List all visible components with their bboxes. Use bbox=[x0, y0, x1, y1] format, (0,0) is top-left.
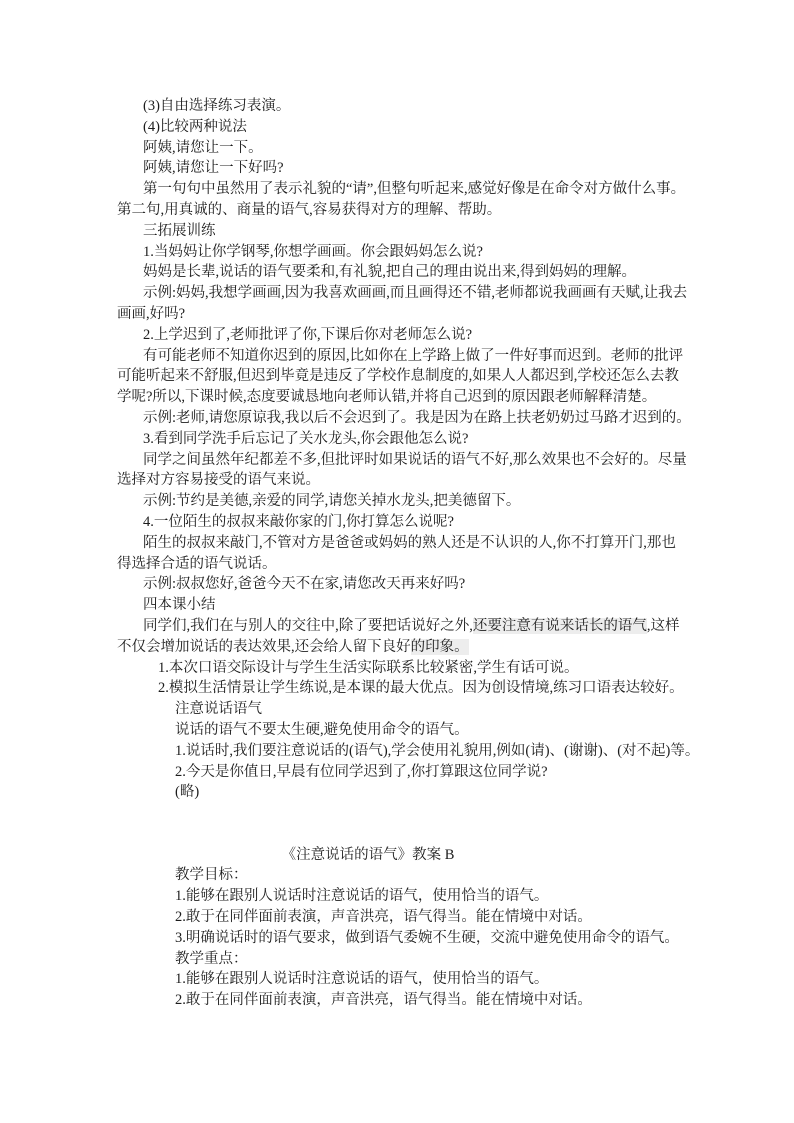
blank-line bbox=[117, 824, 717, 845]
text-line: 妈妈是长辈,说话的语气要柔和,有礼貌,把自己的理由说出来,得到妈妈的理解。 bbox=[143, 264, 636, 281]
text-line: 1.能够在跟别人说话时注意说话的语气，使用恰当的语气。 bbox=[175, 971, 549, 988]
text-line: 得选择合适的语气说话。 bbox=[117, 555, 277, 572]
text-line: (4)比较两种说法 bbox=[143, 118, 247, 135]
text-line: 选择对方容易接受的语气来说。 bbox=[117, 472, 320, 489]
blank-line bbox=[117, 803, 717, 824]
text-line: 3.明确说话时的语气要求，做到语气委婉不生硬，交流中避免使用命令的语气。 bbox=[175, 929, 679, 946]
text-block bbox=[117, 96, 717, 1011]
text-segment: 不仅会增加说话的表达效果,还会给人留下良好 bbox=[117, 638, 411, 655]
text-line: 学呢?所以,下课时候,态度要诚恳地向老师认错,并将自己迟到的原因跟老师解释清楚。 bbox=[117, 389, 657, 406]
text-line: 阿姨,请您让一下。 bbox=[143, 139, 263, 156]
text-line: 示例:节约是美德,亲爱的同学,请您关掉水龙头,把美德留下。 bbox=[143, 493, 521, 510]
text-line: 画画,好吗? bbox=[117, 305, 186, 322]
text-line: 有可能老师不知道你迟到的原因,比如你在上学路上做了一件好事而迟到。老师的批评 bbox=[143, 347, 684, 364]
text-line: 2.敢于在同伴面前表演，声音洪亮，语气得当。能在情境中对话。 bbox=[175, 909, 592, 926]
section-title: 《注意说话的语气》教案 B bbox=[281, 846, 455, 863]
text-line: 1.说话时,我们要注意说话的(语气),学会使用礼貌用,例如(请)、(谢谢)、(对不起)等。 bbox=[175, 742, 700, 759]
text-line: 2.上学迟到了,老师批评了你,下课后你对老师怎么说? bbox=[143, 326, 473, 343]
text-line bbox=[117, 616, 717, 637]
highlighted-text: 还要注意有说来话长的语气 bbox=[472, 617, 647, 634]
text-line: 2.敢于在同伴面前表演，声音洪亮，语气得当。能在情境中对话。 bbox=[175, 992, 592, 1009]
text-line: 2.今天是你值日,早晨有位同学迟到了,你打算跟这位同学说? bbox=[175, 763, 548, 780]
text-line: 4.一位陌生的叔叔来敲你家的门,你打算怎么说呢? bbox=[143, 513, 454, 530]
text-line: (略) bbox=[175, 784, 200, 801]
text-line: 说话的语气不要太生硬,避免使用命令的语气。 bbox=[175, 721, 469, 738]
text-segment: ,这样 bbox=[646, 617, 680, 634]
text-line: (3)自由选择练习表演。 bbox=[143, 98, 291, 114]
text-line: 1.能够在跟别人说话时注意说话的语气，使用恰当的语气。 bbox=[175, 888, 549, 905]
text-line: 示例:妈妈,我想学画画,因为我喜欢画画,而且画得还不错,老师都说我画画有天赋,让我去 bbox=[143, 285, 688, 302]
text-line: 四本课小结 bbox=[143, 597, 216, 614]
text-line: 第二句,用真诚的、商量的语气,容易获得对方的理解、帮助。 bbox=[117, 201, 502, 218]
text-line: 教学目标： bbox=[175, 867, 248, 884]
text-segment: 同学们,我们在与别人的交往中,除了要把话说好之外, bbox=[143, 617, 473, 634]
text-line: 3.看到同学洗手后忘记了关水龙头,你会跟他怎么说? bbox=[143, 430, 469, 447]
text-line: 第一句句中虽然用了表示礼貌的“请”,但整句听起来,感觉好像是在命令对方做什么事。 bbox=[143, 181, 686, 198]
text-line: 2.模拟生活情景让学生练说,是本课的最大优点。因为创设情境,练习口语表达较好。 bbox=[158, 680, 684, 697]
text-line: 三拓展训练 bbox=[143, 222, 216, 239]
text-line: 阿姨,请您让一下好吗? bbox=[143, 160, 284, 177]
text-line: 同学之间虽然年纪都差不多,但批评时如果说话的语气不好,那么效果也不会好的。尽量 bbox=[143, 451, 687, 468]
text-line: 1.当妈妈让你学钢琴,你想学画画。你会跟妈妈怎么说? bbox=[143, 243, 483, 260]
highlighted-text: 的印象。 bbox=[410, 638, 469, 655]
text-line: 1.本次口语交际设计与学生生活实际联系比较紧密,学生有话可说。 bbox=[158, 659, 579, 676]
text-line bbox=[117, 637, 717, 658]
text-line: 示例:老师,请您原谅我,我以后不会迟到了。我是因为在路上扶老奶奶过马路才迟到的。 bbox=[143, 409, 691, 426]
text-line: 可能听起来不舒服,但迟到毕竟是违反了学校作息制度的,如果人人都迟到,学校还怎么去教 bbox=[117, 368, 679, 385]
text-line: 教学重点： bbox=[175, 950, 248, 967]
text-line: 陌生的叔叔来敲门,不管对方是爸爸或妈妈的熟人还是不认识的人,你不打算开门,那也 bbox=[143, 534, 676, 551]
text-line: 注意说话语气 bbox=[175, 701, 262, 718]
text-line: 示例:叔叔您好,爸爸今天不在家,请您改天再来好吗? bbox=[143, 576, 466, 593]
